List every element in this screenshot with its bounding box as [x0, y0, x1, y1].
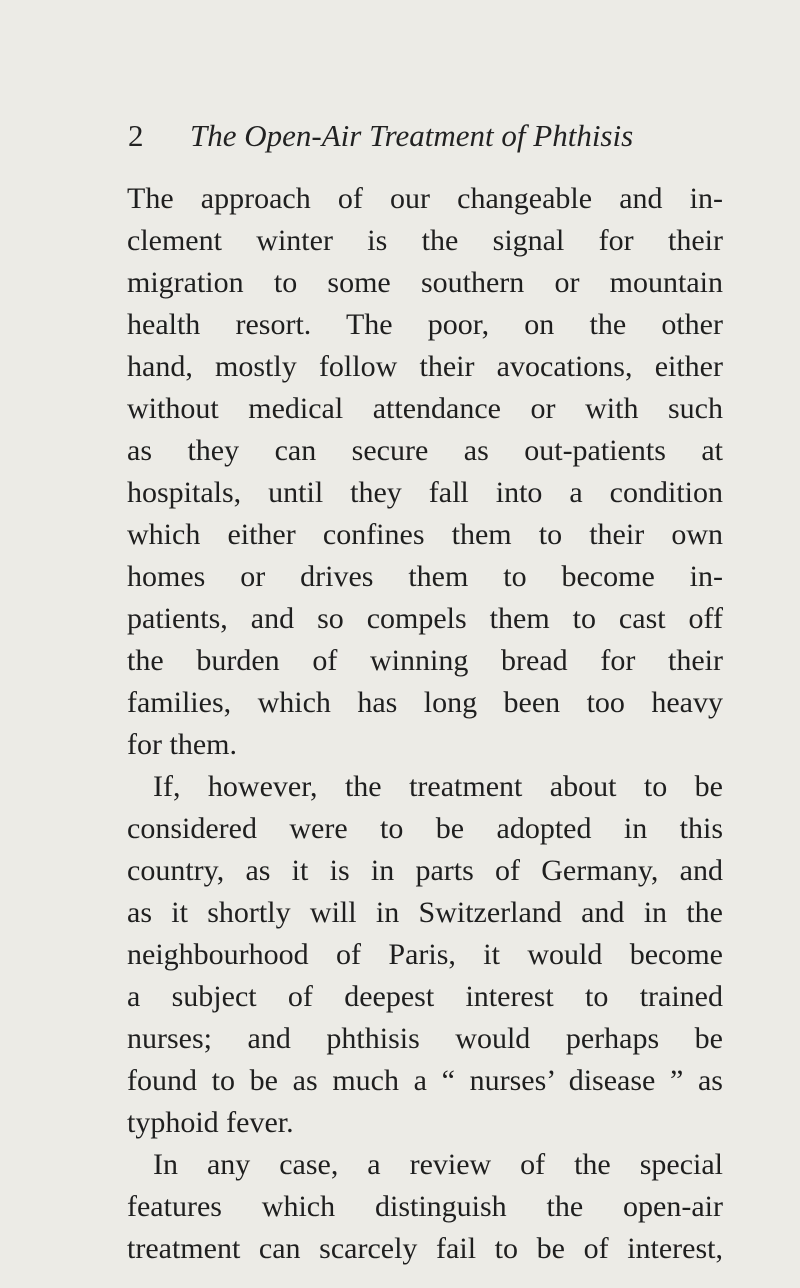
text-line: considered were to be adopted in this [127, 812, 723, 845]
paragraph-2 [127, 766, 723, 1144]
text-line: treatment can scarcely fail to be of interest, [127, 1232, 723, 1265]
text-line: typhoid fever. [127, 1106, 294, 1139]
text-line: for them. [127, 728, 237, 761]
text-line: families, which has long been too heavy [127, 686, 723, 719]
text-line: the burden of winning bread for their [127, 644, 723, 677]
text-line: If, however, the treatment about to be [153, 770, 723, 803]
text-line: hospitals, until they fall into a condition [127, 476, 723, 509]
text-line: nurses; and phthisis would perhaps be [127, 1022, 723, 1055]
text-line: which either confines them to their own [127, 518, 723, 551]
text-line: migration to some southern or mountain [127, 266, 723, 299]
page-number: 2 [128, 118, 144, 153]
text-line: as they can secure as out-patients at [127, 434, 723, 467]
paragraph-3 [127, 1144, 723, 1270]
text-line: homes or drives them to become in- [127, 560, 723, 593]
paragraph-1 [127, 178, 723, 766]
text-line: The approach of our changeable and in- [127, 182, 723, 215]
text-line: patients, and so compels them to cast off [127, 602, 723, 635]
text-line: neighbourhood of Paris, it would become [127, 938, 723, 971]
text-line: country, as it is in parts of Germany, and [127, 854, 723, 887]
page-header [0, 118, 800, 158]
text-line: hand, mostly follow their avocations, either [127, 350, 723, 383]
text-line: without medical attendance or with such [127, 392, 723, 425]
text-line: health resort. The poor, on the other [127, 308, 723, 341]
text-line: clement winter is the signal for their [127, 224, 723, 257]
text-line: as it shortly will in Switzerland and in the [127, 896, 723, 929]
text-line: a subject of deepest interest to trained [127, 980, 723, 1013]
text-line: features which distinguish the open-air [127, 1190, 723, 1223]
text-line: found to be as much a “ nurses’ disease ” as [127, 1064, 723, 1097]
running-title: The Open-Air Treatment of Phthisis [190, 118, 634, 153]
text-line: In any case, a review of the special [153, 1148, 723, 1181]
body-text [127, 178, 723, 1270]
